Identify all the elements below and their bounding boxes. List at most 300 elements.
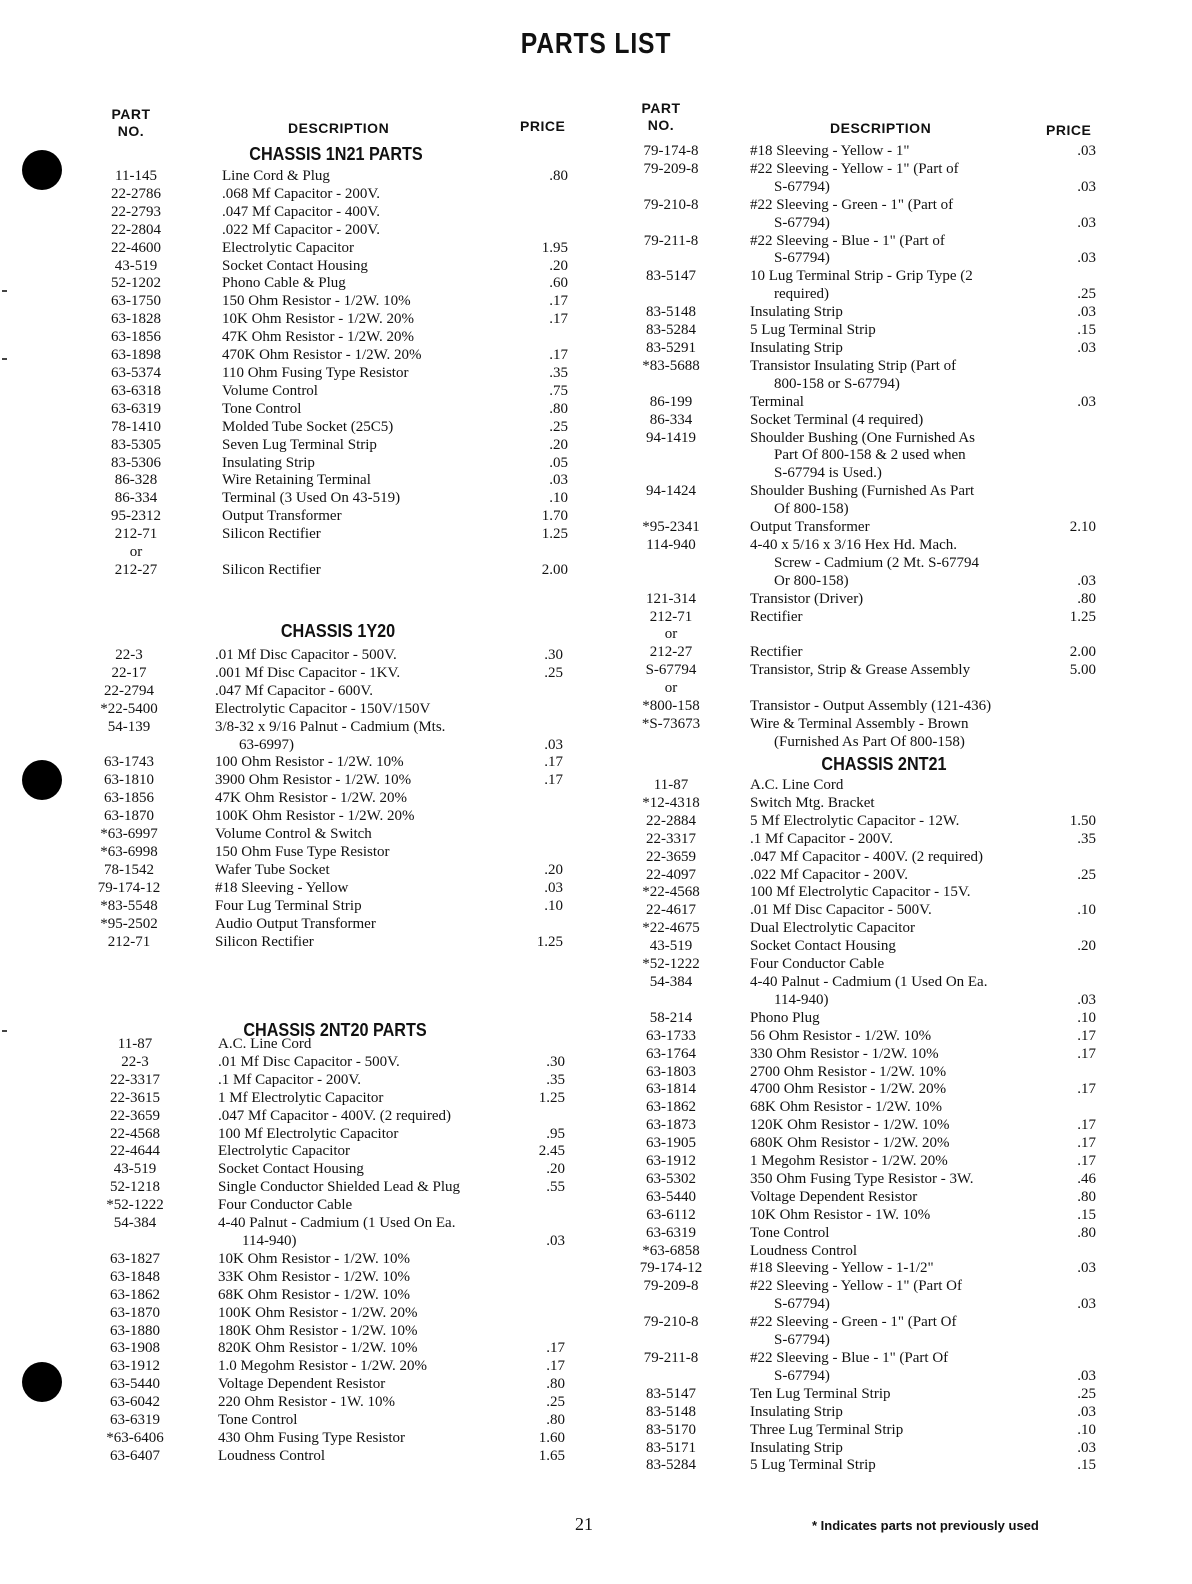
part-price: .30 bbox=[546, 1053, 565, 1070]
table-row bbox=[628, 1207, 1096, 1225]
part-number: *63-6406 bbox=[106, 1429, 164, 1446]
table-row bbox=[628, 662, 1096, 680]
description-line: Seven Lug Terminal Strip bbox=[222, 436, 377, 453]
part-price: 2.00 bbox=[1069, 644, 1096, 661]
description-line: 114-940) bbox=[242, 1232, 297, 1249]
table-row bbox=[95, 1215, 565, 1251]
part-no-header: PART NO. bbox=[111, 106, 151, 139]
table-row bbox=[93, 647, 563, 665]
part-number: 83-5306 bbox=[111, 454, 161, 471]
description-line: 220 Ohm Resistor - 1W. 10% bbox=[218, 1394, 395, 1411]
table-row bbox=[95, 1108, 565, 1126]
part-number: 63-1912 bbox=[646, 1153, 696, 1170]
table-row bbox=[628, 1314, 1096, 1350]
part-price: .25 bbox=[1077, 1385, 1096, 1402]
table-row bbox=[628, 1153, 1096, 1171]
part-price: .17 bbox=[1077, 1045, 1096, 1062]
table-row bbox=[628, 938, 1096, 956]
table-row bbox=[628, 902, 1096, 920]
part-number: 63-6407 bbox=[110, 1447, 160, 1464]
part-number: 43-519 bbox=[649, 938, 693, 955]
part-number: 63-1827 bbox=[110, 1250, 160, 1267]
description-line: Wafer Tube Socket bbox=[215, 861, 330, 878]
part-price: 1.25 bbox=[538, 1089, 565, 1106]
part-number: 43-519 bbox=[114, 257, 158, 274]
description-line: Wire & Terminal Assembly - Brown bbox=[750, 716, 969, 732]
table-row bbox=[628, 867, 1096, 885]
description-line: Socket Contact Housing bbox=[218, 1161, 364, 1178]
description-line: Voltage Dependent Resistor bbox=[750, 1188, 918, 1205]
table-row bbox=[100, 311, 568, 329]
description-line: Four Conductor Cable bbox=[750, 956, 885, 973]
table-row bbox=[628, 268, 1096, 304]
table-row bbox=[628, 1064, 1096, 1082]
description-line: Phono Cable & Plug bbox=[222, 275, 346, 292]
description-header: DESCRIPTION bbox=[288, 120, 390, 136]
description-line: Part Of 800-158 & 2 used when bbox=[774, 447, 966, 464]
table-row bbox=[628, 591, 1096, 609]
part-number: 22-2884 bbox=[646, 812, 696, 829]
part-number: 22-4568 bbox=[110, 1125, 160, 1142]
description-line: Terminal bbox=[750, 393, 804, 410]
description-line: Three Lug Terminal Strip bbox=[750, 1421, 904, 1438]
description-line: 5 Lug Terminal Strip bbox=[750, 322, 876, 339]
part-price: .03 bbox=[1077, 1296, 1096, 1313]
table-row bbox=[100, 508, 568, 526]
part-number: 63-1828 bbox=[111, 311, 161, 328]
section-title: CHASSIS 1Y20 bbox=[280, 621, 396, 641]
description-line: 680K Ohm Resistor - 1/2W. 20% bbox=[750, 1135, 950, 1152]
part-number: 63-1862 bbox=[110, 1286, 160, 1303]
part-price: .17 bbox=[549, 347, 568, 364]
part-price: .03 bbox=[1077, 339, 1096, 356]
table-row bbox=[100, 347, 568, 365]
description-line: Ten Lug Terminal Strip bbox=[750, 1385, 891, 1402]
part-price: .25 bbox=[544, 664, 563, 681]
description-line: .1 Mf Capacitor - 200V. bbox=[218, 1071, 362, 1088]
part-price: .80 bbox=[1077, 1188, 1096, 1205]
part-number: 63-1803 bbox=[646, 1063, 696, 1080]
part-number: 63-6319 bbox=[111, 400, 161, 417]
part-price: .15 bbox=[1077, 1206, 1096, 1223]
description-line: #22 Sleeving - Yellow - 1" (Part Of bbox=[750, 1278, 962, 1295]
part-number: 79-174-12 bbox=[97, 879, 161, 896]
part-number: 63-1862 bbox=[646, 1099, 696, 1116]
part-number: or bbox=[664, 680, 678, 697]
part-number: 86-334 bbox=[114, 490, 158, 507]
part-price: .03 bbox=[546, 1232, 565, 1249]
table-row bbox=[628, 777, 1096, 795]
punch-hole bbox=[22, 150, 62, 190]
table-row bbox=[93, 898, 563, 916]
left-section-1y20 bbox=[93, 620, 563, 951]
description-line: Transistor, Strip & Grease Assembly bbox=[750, 662, 971, 679]
part-number: 54-384 bbox=[113, 1215, 157, 1232]
part-number: 22-3615 bbox=[110, 1089, 160, 1106]
part-number: 78-1410 bbox=[111, 418, 161, 435]
table-row bbox=[100, 544, 568, 562]
part-number: *63-6858 bbox=[642, 1242, 700, 1259]
description-line: 4700 Ohm Resistor - 1/2W. 20% bbox=[750, 1081, 947, 1098]
part-price: 5.00 bbox=[1069, 662, 1096, 679]
section-title: CHASSIS 2NT21 bbox=[821, 754, 947, 774]
part-price: .17 bbox=[549, 293, 568, 310]
part-number: 212-27 bbox=[114, 561, 158, 578]
part-number: 63-1912 bbox=[110, 1358, 160, 1375]
description-line: Of 800-158) bbox=[774, 501, 849, 518]
description-line: 1 Megohm Resistor - 1/2W. 20% bbox=[750, 1153, 948, 1170]
part-price: .17 bbox=[544, 754, 563, 771]
description-line: Silicon Rectifier bbox=[222, 526, 321, 543]
table-row bbox=[95, 1358, 565, 1376]
table-row bbox=[93, 790, 563, 808]
table-row bbox=[100, 258, 568, 276]
scan-mark bbox=[2, 290, 7, 292]
description-line: 800-158 or S-67794) bbox=[774, 375, 900, 392]
table-row bbox=[628, 519, 1096, 537]
part-number: 63-1880 bbox=[110, 1322, 160, 1339]
description-line: .01 Mf Disc Capacitor - 500V. bbox=[218, 1053, 400, 1070]
table-row bbox=[628, 831, 1096, 849]
part-price: .03 bbox=[1077, 1439, 1096, 1456]
part-number: 63-6319 bbox=[646, 1224, 696, 1241]
part-number: 52-1202 bbox=[111, 275, 161, 292]
description-line: 150 Ohm Resistor - 1/2W. 10% bbox=[222, 293, 411, 310]
description-line: required) bbox=[774, 286, 829, 303]
table-row bbox=[95, 1287, 565, 1305]
description-line: Transistor (Driver) bbox=[750, 590, 864, 607]
part-price: .80 bbox=[546, 1376, 565, 1393]
part-number: 83-5170 bbox=[646, 1421, 696, 1438]
part-number: 63-6112 bbox=[646, 1206, 696, 1223]
table-row bbox=[628, 1046, 1096, 1064]
description-line: Electrolytic Capacitor - 150V/150V bbox=[215, 700, 431, 717]
part-number: 63-6319 bbox=[110, 1412, 160, 1429]
part-number: 79-174-8 bbox=[643, 143, 699, 159]
table-row bbox=[628, 1010, 1096, 1028]
part-number: 22-4600 bbox=[111, 239, 161, 256]
part-price: .20 bbox=[549, 257, 568, 274]
part-number: 63-1873 bbox=[646, 1117, 696, 1134]
description-line: Voltage Dependent Resistor bbox=[218, 1376, 386, 1393]
description-line: Insulating Strip bbox=[222, 454, 315, 471]
part-number: 79-211-8 bbox=[643, 232, 699, 249]
part-number: 212-71 bbox=[114, 526, 158, 543]
part-price: .30 bbox=[544, 647, 563, 663]
description-line: Electrolytic Capacitor bbox=[222, 239, 355, 256]
table-row bbox=[628, 956, 1096, 974]
description-line: Electrolytic Capacitor bbox=[218, 1143, 351, 1160]
table-row bbox=[628, 1440, 1096, 1458]
part-number: or bbox=[664, 626, 678, 643]
description-line: 150 Ohm Fuse Type Resistor bbox=[215, 843, 390, 860]
table-row bbox=[95, 1376, 565, 1394]
part-number: *52-1222 bbox=[106, 1197, 164, 1214]
description-line: 68K Ohm Resistor - 1/2W. 10% bbox=[218, 1286, 410, 1303]
description-line: 350 Ohm Fusing Type Resistor - 3W. bbox=[750, 1170, 974, 1187]
table-row bbox=[628, 1278, 1096, 1314]
part-price: .20 bbox=[1077, 938, 1096, 955]
part-price: .75 bbox=[549, 382, 568, 399]
description-line: #18 Sleeving - Yellow bbox=[215, 879, 349, 896]
part-number: 95-2312 bbox=[111, 508, 161, 525]
description-line: 820K Ohm Resistor - 1/2W. 10% bbox=[218, 1340, 418, 1357]
table-row bbox=[628, 340, 1096, 358]
part-price: .80 bbox=[549, 400, 568, 417]
table-row bbox=[95, 1179, 565, 1197]
part-number: 212-27 bbox=[649, 644, 693, 661]
description-line: Tone Control bbox=[222, 400, 302, 417]
description-line: Silicon Rectifier bbox=[215, 933, 314, 950]
part-price: .05 bbox=[549, 454, 568, 471]
table-row bbox=[100, 365, 568, 383]
part-price: .17 bbox=[1077, 1153, 1096, 1170]
part-number: 22-3317 bbox=[110, 1071, 160, 1088]
part-number: 63-1764 bbox=[646, 1045, 696, 1062]
part-price: .46 bbox=[1077, 1170, 1096, 1187]
part-number: 63-1870 bbox=[110, 1304, 160, 1321]
table-row bbox=[93, 701, 563, 719]
part-price: 1.60 bbox=[538, 1429, 565, 1446]
part-number: 22-4617 bbox=[646, 902, 696, 919]
part-number: 79-209-8 bbox=[643, 160, 699, 177]
part-price: .20 bbox=[549, 436, 568, 453]
description-line: 114-940) bbox=[774, 991, 829, 1008]
part-number: 22-4097 bbox=[646, 866, 696, 883]
part-price: .10 bbox=[1077, 902, 1096, 919]
description-line: .047 Mf Capacitor - 400V. bbox=[222, 203, 381, 220]
parts-rows bbox=[95, 1036, 565, 1466]
description-line: S-67794 is Used.) bbox=[774, 465, 882, 482]
table-row bbox=[95, 1269, 565, 1287]
description-line: (Furnished As Part Of 800-158) bbox=[774, 733, 965, 750]
part-number: 43-519 bbox=[113, 1161, 157, 1178]
part-number: *95-2341 bbox=[642, 519, 700, 536]
description-line: #18 Sleeving - Yellow - 1" bbox=[750, 143, 910, 159]
part-number: 83-5284 bbox=[646, 322, 696, 339]
part-number: 86-199 bbox=[649, 393, 693, 410]
page-number: 21 bbox=[575, 1514, 593, 1534]
table-row bbox=[95, 1323, 565, 1341]
part-number: 79-209-8 bbox=[643, 1278, 699, 1295]
punch-hole bbox=[22, 1362, 62, 1402]
part-number: 121-314 bbox=[646, 590, 696, 607]
part-number: *95-2502 bbox=[100, 915, 158, 932]
table-row bbox=[100, 222, 568, 240]
description-line: 100K Ohm Resistor - 1/2W. 20% bbox=[215, 808, 415, 825]
part-price: 1.65 bbox=[538, 1447, 565, 1464]
description-line: S-67794) bbox=[774, 1296, 830, 1313]
description-line: Line Cord & Plug bbox=[222, 168, 330, 184]
description-line: 56 Ohm Resistor - 1/2W. 10% bbox=[750, 1027, 932, 1044]
part-number: 83-5147 bbox=[646, 1385, 696, 1402]
part-number: 78-1542 bbox=[104, 861, 154, 878]
table-row bbox=[100, 293, 568, 311]
table-row bbox=[628, 680, 1096, 698]
description-line: S-67794) bbox=[774, 1332, 830, 1349]
part-number: S-67794 bbox=[645, 662, 697, 679]
part-number: 22-3317 bbox=[646, 830, 696, 847]
description-line: #22 Sleeving - Yellow - 1" (Part of bbox=[750, 160, 959, 177]
part-number: 83-5148 bbox=[646, 1403, 696, 1420]
part-number: 83-5171 bbox=[646, 1439, 696, 1456]
description-line: Socket Contact Housing bbox=[222, 257, 368, 274]
table-row bbox=[93, 683, 563, 701]
part-price: .03 bbox=[1077, 178, 1096, 195]
table-row bbox=[628, 233, 1096, 269]
description-line: Phono Plug bbox=[750, 1009, 820, 1026]
table-row bbox=[93, 826, 563, 844]
description-line: Terminal (3 Used On 43-519) bbox=[222, 490, 401, 507]
description-line: .01 Mf Disc Capacitor - 500V. bbox=[215, 647, 397, 663]
part-price: .80 bbox=[1077, 1224, 1096, 1241]
part-price: 1.25 bbox=[536, 933, 563, 950]
table-row bbox=[628, 813, 1096, 831]
description-line: 1 Mf Electrolytic Capacitor bbox=[218, 1089, 384, 1106]
table-row bbox=[628, 884, 1096, 902]
table-row bbox=[100, 490, 568, 508]
description-line: 4-40 Palnut - Cadmium (1 Used On Ea. bbox=[218, 1215, 456, 1232]
part-price: .17 bbox=[1077, 1135, 1096, 1152]
description-line: Socket Contact Housing bbox=[750, 938, 896, 955]
part-number: 22-3659 bbox=[110, 1107, 160, 1124]
part-price: .15 bbox=[1077, 322, 1096, 339]
table-row bbox=[100, 329, 568, 347]
table-row bbox=[100, 240, 568, 258]
part-number: 22-3 bbox=[115, 647, 143, 663]
part-number: 63-1743 bbox=[104, 754, 154, 771]
description-line: .068 Mf Capacitor - 200V. bbox=[222, 185, 381, 202]
part-price: 2.00 bbox=[541, 561, 568, 578]
table-row bbox=[628, 322, 1096, 340]
table-row bbox=[628, 483, 1096, 519]
part-number: 54-139 bbox=[107, 718, 151, 735]
part-number: 79-210-8 bbox=[643, 196, 699, 213]
right-section-2nt21 bbox=[628, 753, 1096, 1475]
table-row bbox=[628, 1350, 1096, 1386]
part-number: 63-1856 bbox=[104, 790, 154, 807]
part-price: .10 bbox=[1077, 1421, 1096, 1438]
table-row bbox=[628, 430, 1096, 484]
part-number: *S-73673 bbox=[641, 716, 701, 732]
description-line: S-67794) bbox=[774, 178, 830, 195]
part-number: 22-3 bbox=[121, 1053, 149, 1070]
part-price: .03 bbox=[1077, 1367, 1096, 1384]
table-row bbox=[95, 1143, 565, 1161]
parts-rows bbox=[100, 168, 568, 580]
description-line: Output Transformer bbox=[222, 508, 342, 525]
table-row bbox=[628, 537, 1096, 591]
description-line: Shoulder Bushing (One Furnished As bbox=[750, 429, 975, 446]
punch-hole bbox=[22, 760, 62, 800]
description-line: Transistor - Output Assembly (121-436) bbox=[750, 698, 992, 715]
table-row bbox=[100, 419, 568, 437]
table-row bbox=[628, 394, 1096, 412]
description-line: Socket Terminal (4 required) bbox=[750, 411, 924, 428]
part-number: 86-328 bbox=[114, 472, 158, 489]
part-price: .20 bbox=[544, 861, 563, 878]
description-line: 33K Ohm Resistor - 1/2W. 10% bbox=[218, 1268, 410, 1285]
part-price: .03 bbox=[1077, 250, 1096, 267]
part-price: 1.70 bbox=[541, 508, 568, 525]
part-price: 1.25 bbox=[1069, 608, 1096, 625]
description-line: 10K Ohm Resistor - 1/2W. 20% bbox=[222, 311, 414, 328]
part-price: .03 bbox=[544, 879, 563, 896]
part-number: 11-145 bbox=[115, 168, 157, 184]
table-row bbox=[95, 1090, 565, 1108]
description-line: 47K Ohm Resistor - 1/2W. 20% bbox=[215, 790, 407, 807]
part-price: .17 bbox=[1077, 1081, 1096, 1098]
part-number: 79-210-8 bbox=[643, 1314, 699, 1331]
part-number: 63-1810 bbox=[104, 772, 154, 789]
part-price: .80 bbox=[546, 1412, 565, 1429]
description-line bbox=[222, 544, 568, 562]
description-line: Insulating Strip bbox=[750, 1403, 843, 1420]
description-line: Volume Control bbox=[222, 382, 318, 399]
description-line: 1.0 Megohm Resistor - 1/2W. 20% bbox=[218, 1358, 428, 1375]
price-header: PRICE bbox=[520, 118, 566, 134]
section-title: CHASSIS 2NT20 PARTS bbox=[243, 1020, 427, 1040]
description-line: .022 Mf Capacitor - 200V. bbox=[222, 221, 381, 238]
part-number: 58-214 bbox=[649, 1009, 693, 1026]
part-number: 63-1750 bbox=[111, 293, 161, 310]
table-row bbox=[95, 1412, 565, 1430]
table-row bbox=[95, 1161, 565, 1179]
table-row bbox=[628, 626, 1096, 644]
description-line: Insulating Strip bbox=[750, 339, 843, 356]
description-line: Insulating Strip bbox=[750, 304, 843, 321]
part-price: .25 bbox=[1077, 866, 1096, 883]
part-number: 63-1856 bbox=[111, 329, 161, 346]
part-price: .35 bbox=[549, 364, 568, 381]
table-row bbox=[100, 275, 568, 293]
description-line: 2700 Ohm Resistor - 1/2W. 10% bbox=[750, 1063, 947, 1080]
table-row bbox=[93, 934, 563, 952]
description-line: Switch Mtg. Bracket bbox=[750, 794, 875, 811]
description-line: 180K Ohm Resistor - 1/2W. 10% bbox=[218, 1322, 418, 1339]
table-row bbox=[628, 849, 1096, 867]
description-line: 110 Ohm Fusing Type Resistor bbox=[222, 364, 409, 381]
table-row bbox=[95, 1251, 565, 1269]
part-number: 63-6042 bbox=[110, 1394, 160, 1411]
parts-rows bbox=[628, 143, 1096, 752]
part-price: .25 bbox=[1077, 286, 1096, 303]
part-number: 63-1905 bbox=[646, 1135, 696, 1152]
description-line: 68K Ohm Resistor - 1/2W. 10% bbox=[750, 1099, 942, 1116]
description-line bbox=[750, 680, 1096, 698]
table-row bbox=[628, 698, 1096, 716]
description-line: 330 Ohm Resistor - 1/2W. 10% bbox=[750, 1045, 939, 1062]
description-line: Transistor Insulating Strip (Part of bbox=[750, 357, 957, 374]
description-header: DESCRIPTION bbox=[830, 120, 932, 136]
table-row bbox=[93, 808, 563, 826]
scan-mark bbox=[2, 1030, 7, 1032]
part-price: .03 bbox=[1077, 572, 1096, 589]
table-row bbox=[628, 1171, 1096, 1189]
description-line: Four Lug Terminal Strip bbox=[215, 897, 362, 914]
description-line: Screw - Cadmium (2 Mt. S-67794 bbox=[774, 554, 979, 571]
description-line: A.C. Line Cord bbox=[750, 777, 844, 793]
table-row bbox=[628, 644, 1096, 662]
part-number: *63-6998 bbox=[100, 843, 158, 860]
description-line: A.C. Line Cord bbox=[218, 1036, 312, 1052]
description-line: Loudness Control bbox=[218, 1447, 326, 1464]
description-line: 100 Mf Electrolytic Capacitor bbox=[218, 1125, 399, 1142]
left-section-1n21 bbox=[100, 143, 568, 580]
description-line: .001 Mf Disc Capacitor - 1KV. bbox=[215, 664, 401, 681]
part-number: *63-6997 bbox=[100, 826, 158, 843]
description-line: 5 Lug Terminal Strip bbox=[750, 1457, 876, 1474]
